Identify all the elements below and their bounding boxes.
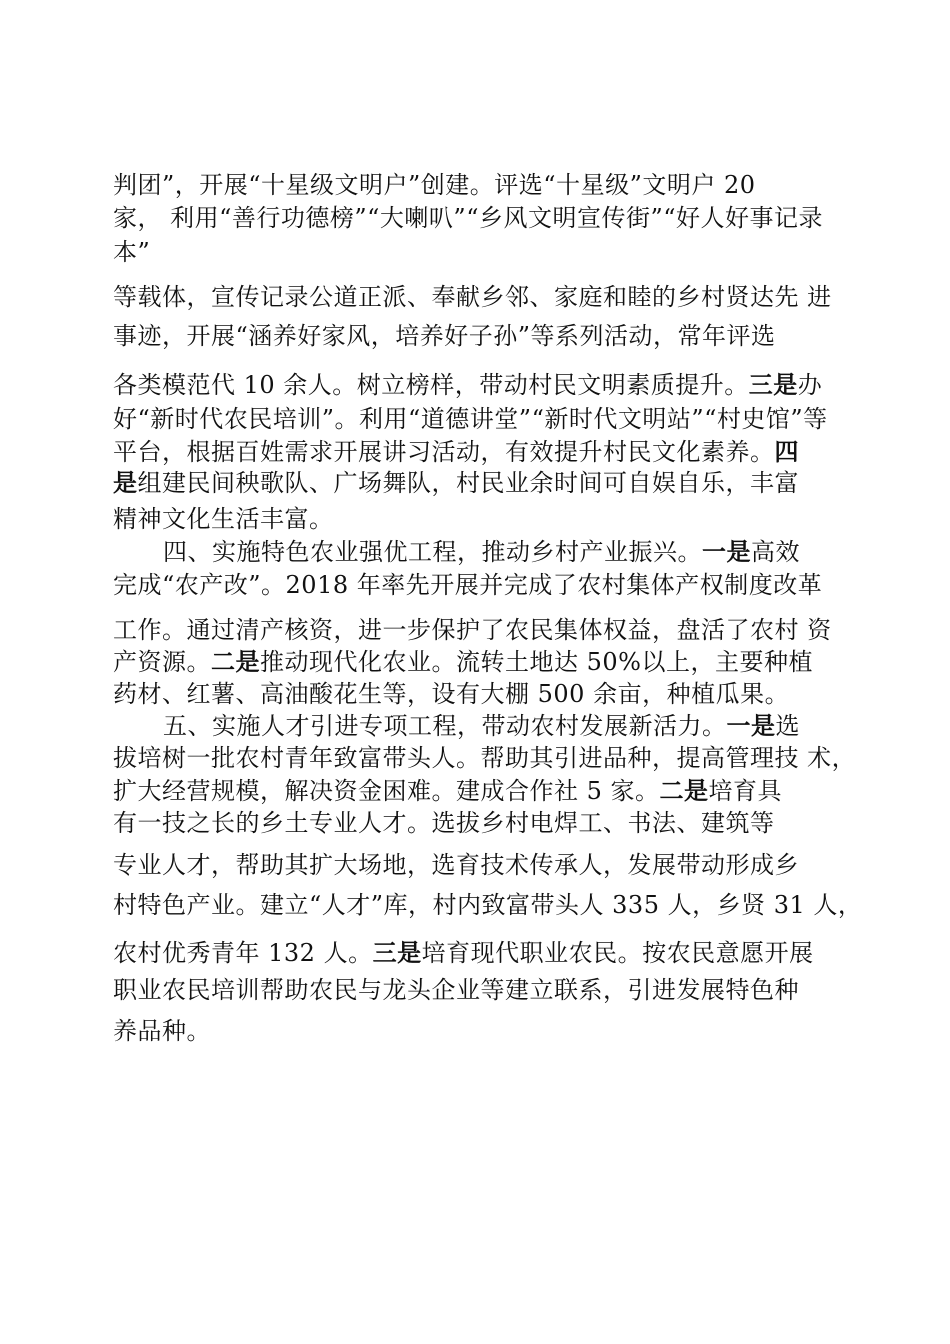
text-run: 工作。通过清产核资，进一步保护了农民集体权益，盘活了农村 资 [113, 616, 832, 644]
text-run: 扩大经营规模，解决资金困难。建成合作社 5 家。 [113, 777, 660, 805]
text-line [113, 370, 822, 400]
text-run: 四、实施特色农业强优工程，推动乡村产业振兴。 [163, 538, 702, 566]
text-line [113, 504, 334, 534]
text-line [113, 237, 150, 267]
text-line [113, 282, 832, 312]
text-run: 各类模范代 10 余人。树立榜样，带动村民文明素质提升。 [113, 371, 749, 399]
enumeration-marker: 一是 [702, 538, 751, 566]
text-line [113, 1016, 211, 1046]
text-run: 事迹，开展“涵养好家风，培养好子孙”等系列活动，常年评选 [113, 322, 776, 350]
text-run: 家， 利用“善行功德榜”“大喇叭”“乡风文明宣传街”“好人好事记录 [113, 204, 824, 232]
text-run: 拔培树一批农村青年致富带头人。帮助其引进品种，提高管理技 术， [113, 744, 857, 772]
enumeration-marker: 四 [774, 438, 799, 466]
text-line [113, 615, 832, 645]
text-run: 农村优秀青年 132 人。 [113, 939, 373, 967]
enumeration-marker: 二是 [211, 648, 260, 676]
text-line [113, 808, 775, 838]
text-run: 选 [775, 712, 800, 740]
section-heading-line [163, 537, 800, 567]
text-run: 药材、红薯、高油酸花生等，设有大棚 500 余亩，种植瓜果。 [113, 680, 790, 708]
text-line [113, 975, 799, 1005]
text-run: 职业农民培训帮助农民与龙头企业等建立联系，引进发展特色种 [113, 976, 799, 1004]
text-line [113, 850, 799, 880]
text-run: 培育具 [708, 777, 783, 805]
enumeration-marker: 三是 [748, 371, 798, 399]
text-line [113, 437, 799, 467]
text-line [113, 647, 813, 677]
text-run: 五、实施人才引进专项工程，带动农村发展新活力。 [163, 712, 727, 740]
text-run: 完成“农产改”。2018 年率先开展并完成了农村集体产权制度改革 [113, 571, 823, 599]
text-line [113, 170, 756, 200]
text-line [113, 890, 862, 920]
text-line [113, 743, 856, 773]
text-run: 高效 [751, 538, 800, 566]
text-run: 平台，根据百姓需求开展讲习活动，有效提升村民文化素养。 [113, 438, 775, 466]
text-run: 等载体，宣传记录公道正派、奉献乡邻、家庭和睦的乡村贤达先 进 [113, 283, 832, 311]
text-run: 产资源。 [113, 648, 211, 676]
text-run: 办 [797, 371, 823, 399]
text-line [113, 938, 814, 968]
text-run: 组建民间秧歌队、广场舞队，村民业余时间可自娱自乐，丰富 [137, 469, 799, 497]
enumeration-marker: 是 [113, 469, 138, 497]
enumeration-marker: 三是 [372, 939, 422, 967]
text-line [113, 679, 789, 709]
text-line [113, 468, 799, 498]
text-run: 本” [113, 238, 151, 266]
text-run: 推动现代化农业。流转土地达 50%以上，主要种植 [260, 648, 813, 676]
section-heading-line [163, 711, 800, 741]
text-line [113, 404, 828, 434]
text-run: 村特色产业。建立“人才”库，村内致富带头人 335 人，乡贤 31 人， [113, 891, 863, 919]
text-run: 养品种。 [113, 1017, 211, 1045]
text-run: 培育现代职业农民。按农民意愿开展 [421, 939, 814, 967]
text-run: 精神文化生活丰富。 [113, 505, 334, 533]
enumeration-marker: 二是 [659, 777, 709, 805]
text-line [113, 570, 822, 600]
text-run: 专业人才，帮助其扩大场地，选育技术传承人，发展带动形成乡 [113, 851, 799, 879]
text-line [113, 203, 823, 233]
text-run: 有一技之长的乡土专业人才。选拔乡村电焊工、书法、建筑等 [113, 809, 775, 837]
text-line [113, 321, 776, 351]
text-run: 好“新时代农民培训”。利用“道德讲堂”“新时代文明站”“村史馆”等 [113, 405, 828, 433]
text-line [113, 776, 782, 806]
enumeration-marker: 一是 [726, 712, 776, 740]
text-run: 判团”，开展“十星级文明户”创建。评选“十星级”文明户 20 [113, 171, 756, 199]
